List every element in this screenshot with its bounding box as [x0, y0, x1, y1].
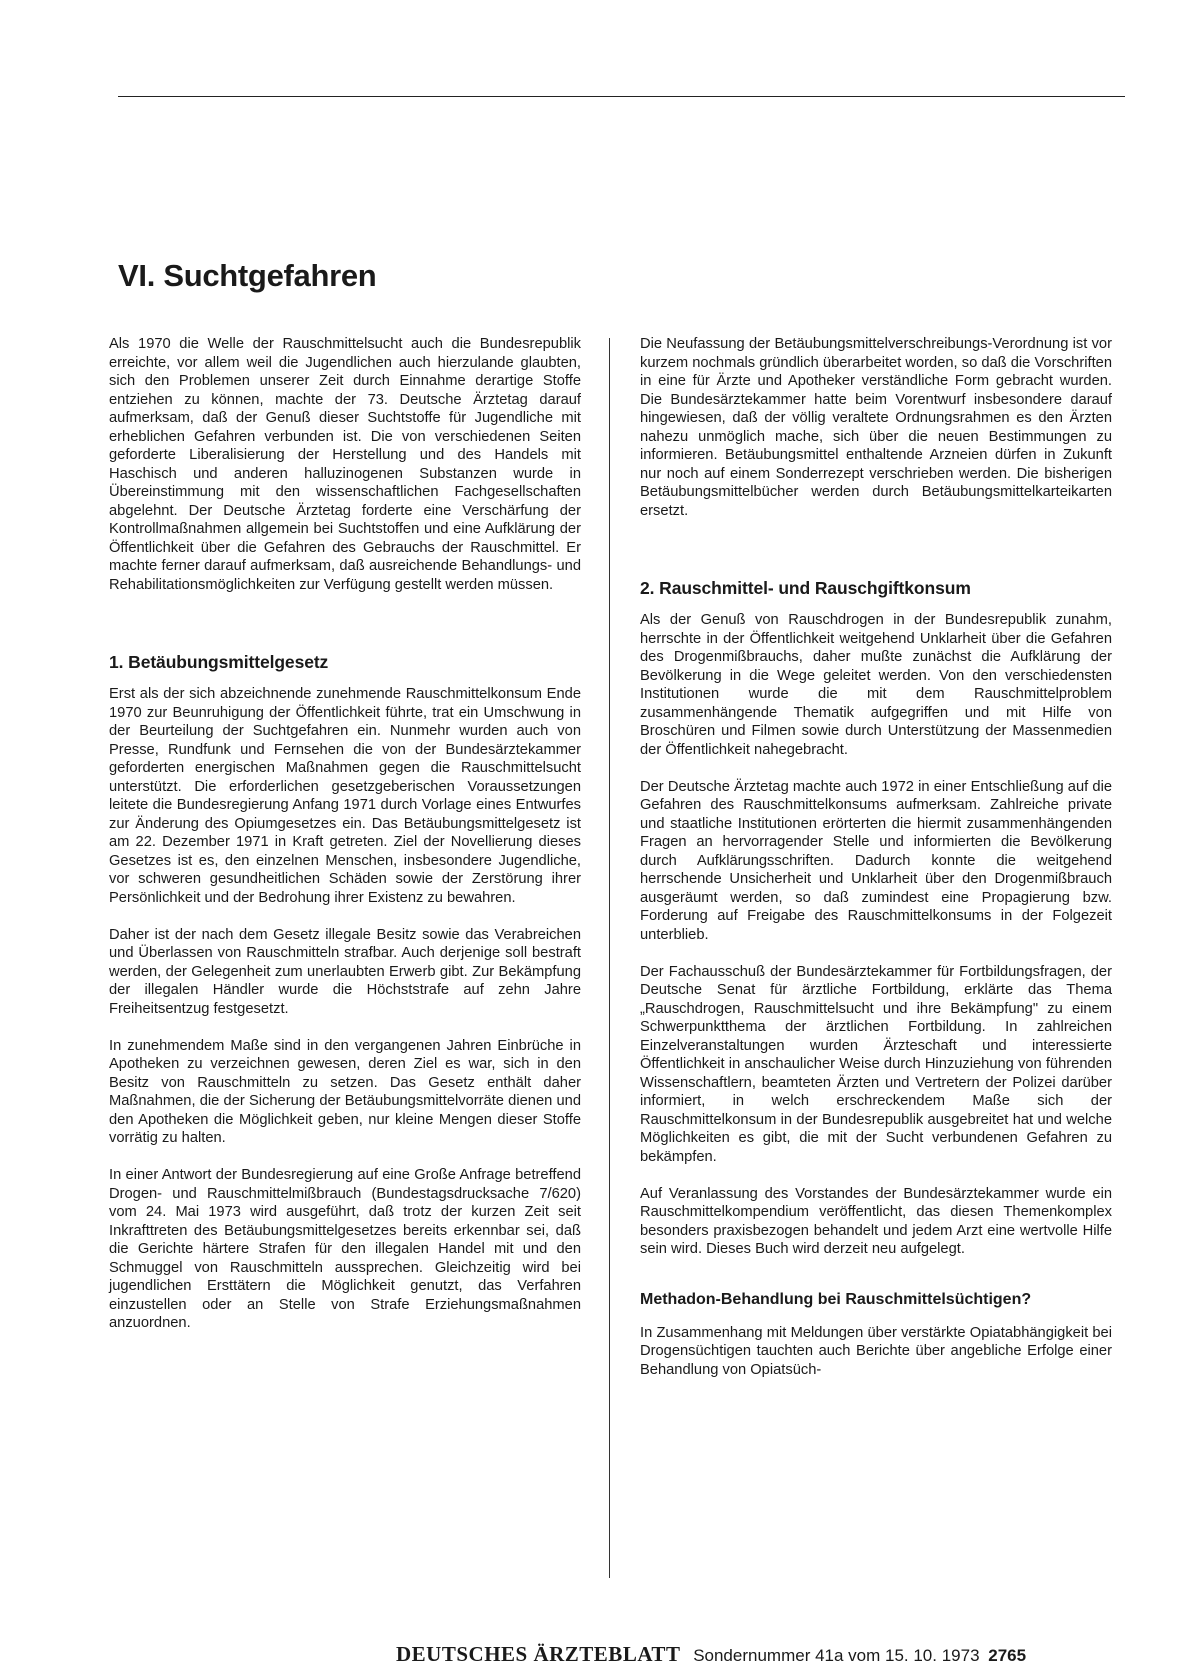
paragraph: Daher ist der nach dem Gesetz illegale Besitz sowie das Verabreichen und Überlassen von Rauschmitteln strafbar. Auch derjenige soll bestraft werden, der Gelegenheit zum unerlaubten Erwerb gibt. Zur Bekämpfung der illegalen Händler wurde die Höchststrafe auf zehn Jahre Freiheitsentzug festgesetzt.: [109, 926, 581, 1017]
journal-name: DEUTSCHES ÄRZTEBLATT: [396, 1642, 681, 1666]
paragraph: Der Deutsche Ärztetag machte auch 1972 in einer Entschließung auf die Gefahren des Rauschmittelkonsums aufmerksam. Zahlreiche private und staatliche Institutionen erörterten die hiermit zusammenhängenden Fragen an hervorragender Stelle und informierten die Bevölkerung durch Aufklärungsschriften. Dadurch konnte die weitgehend herrschende Unsicherheit und Unklarheit über den Drogenmißbrauch ausgeräumt werden, so daß zumindest eine Propagierung bzw. Forderung auf Freigabe des Rauschmittelkonsums in der Folgezeit unterblieb.: [640, 778, 1112, 943]
paragraph: Der Fachausschuß der Bundesärztekammer für Fortbildungsfragen, der Deutsche Senat für ärztliche Fortbildung, erklärte das Thema „Rauschdrogen, Rauschmittelsucht und ihre Bekämpfung" zu einem Schwerpunktthema der ärztlichen Fortbildung. In zahlreichen Einzelveranstaltungen wurden Ärzteschaft und interessierte Öffentlichkeit in anschaulicher Weise durch Hinzuziehung von führenden Wissenschaftlern, beamteten Ärzten und Vertretern der Polizei darüber informiert, in welch erschreckendem Maße sich der Rauschmittelkonsum in der Bundesrepublik ausgebreitet hat und welche Möglichkeiten es gibt, die mit der Sucht verbundenen Gefahren zu bekämpfen.: [640, 963, 1112, 1165]
right-column: [640, 335, 1112, 1398]
intro-paragraph: Als 1970 die Welle der Rauschmittelsucht auch die Bundesrepublik erreichte, vor allem weil die Jugendlichen auch hierzulande glaubten, sich den Problemen unserer Zeit durch Einnahme derartige Stoffe entziehen zu können, machte der 73. Deutsche Ärztetag darauf aufmerksam, daß der Genuß dieser Suchtstoffe für Jugendliche mit erheblichen Gefahren verbunden ist. Die von verschiedenen Seiten geforderte Liberalisierung der Herstellung und des Handels mit Haschisch und anderen halluzinogenen Substanzen wurde in Übereinstimmung mit den wissenschaftlichen Fachgesellschaften abgelehnt. Der Deutsche Ärztetag forderte eine Verschärfung der Kontrollmaßnahmen allgemein bei Suchtstoffen und eine Aufklärung der Öffentlichkeit über die Gefahren des Gebrauchs der Rauschmittel. Er machte ferner darauf aufmerksam, daß ausreichende Behandlungs- und Rehabilitationsmöglichkeiten zur Verfügung gestellt werden müssen.: [109, 336, 581, 593]
section-heading-betaeubungsmittelgesetz: 1. Betäubungsmittelgesetz: [109, 651, 329, 672]
left-column: [109, 335, 581, 1351]
page-number: 2765: [988, 1646, 1027, 1665]
paragraph: Als der Genuß von Rauschdrogen in der Bundesrepublik zunahm, herrschte in der Öffentlichkeit weitgehend Unklarheit über die Gefahren des Drogenmißbrauchs, daher mußte zunächst die Aufklärung der Bevölkerung in die Wege geleitet werden. Von den verschiedensten Institutionen wurde die mit dem Rauschmittelproblem zusammenhängende Thematik aufgegriffen und mit Hilfe von Broschüren und Filmen sowie durch Unterstützung der Massenmedien der Öffentlichkeit nahegebracht.: [640, 612, 1112, 758]
paragraph: In Zusammenhang mit Meldungen über verstärkte Opiatabhängigkeit bei Drogensüchtigen tauchten auch Berichte über angebliche Erfolge einer Behandlung von Opiatsüch-: [640, 1324, 1112, 1378]
paragraph: In einer Antwort der Bundesregierung auf eine Große Anfrage betreffend Drogen- und Rauschmittelmißbrauch (Bundestagsdrucksache 7/620) vom 24. Mai 1973 wird ausgeführt, daß trotz der kurzen Zeit seit Inkrafttreten des Betäubungsmittelgesetzes bereits erkennbar sei, daß die Gerichte härtere Strafen für den illegalen Handel mit und den Schmuggel von Rauschmitteln aussprechen. Gleichzeitig wird bei jugendlichen Ersttätern die Möglichkeit genutzt, das Verfahren einzustellen oder an Stelle von Strafe Erziehungsmaßnahmen anzuordnen.: [109, 1167, 581, 1331]
paragraph: Auf Veranlassung des Vorstandes der Bundesärztekammer wurde ein Rauschmittelkompendium veröffentlicht, das diesen Themenkomplex besonders praxisbezogen behandelt und jedem Arzt eine wertvolle Hilfe sein wird. Dieses Buch wird derzeit neu aufgelegt.: [640, 1185, 1112, 1257]
paragraph: In zunehmendem Maße sind in den vergangenen Jahren Einbrüche in Apotheken zu verzeichnen gewesen, deren Ziel es war, sich in den Besitz von Rauschmitteln zu setzen. Das Gesetz enthält daher Maßnahmen, die der Sicherung der Betäubungsmittelvorräte dienen und den Apotheken die Möglichkeit geben, nur kleine Mengen dieser Stoffe vorrätig zu halten.: [109, 1037, 581, 1146]
issue-info: Sondernummer 41a vom 15. 10. 1973: [693, 1646, 980, 1665]
column-divider: [609, 338, 610, 1578]
paragraph: Die Neufassung der Betäubungsmittelverschreibungs-Verordnung ist vor kurzem nochmals gründlich überarbeitet worden, so daß die Vorschriften in eine für Ärzte und Apotheker verständliche Form gebracht wurden. Die Bundesärztekammer hatte beim Vorentwurf insbesondere darauf hingewiesen, daß der völlig veraltete Ordnungsrahmen es den Ärzten nahezu unmöglich mache, sich über die neuen Bestimmungen zu informieren. Betäubungsmittel enthaltende Arzneien dürfen in Zukunft nur noch auf einem Sonderrezept verschrieben werden. Die bisherigen Betäubungsmittelbücher werden durch Betäubungsmittelkarteikarten ersetzt.: [640, 336, 1112, 519]
paragraph: Erst als der sich abzeichnende zunehmende Rauschmittelkonsum Ende 1970 zur Beunruhigung der Öffentlichkeit führte, trat ein Umschwung in der Beurteilung der Suchtgefahren ein. Nunmehr wurden auch von Presse, Rundfunk und Fernsehen die von der Bundesärztekammer geforderten energischen Maßnahmen gegen die Rauschmittelsucht unterstützt. Die erforderlichen gesetzgeberischen Voraussetzungen leitete die Bundesregierung Anfang 1971 durch Vorlage eines Entwurfes zur Änderung des Opiumgesetzes ein. Das Betäubungsmittelgesetz ist am 22. Dezember 1971 in Kraft getreten. Ziel der Novellierung dieses Gesetzes ist es, den einzelnen Menschen, insbesondere Jugendliche, vor schweren gesundheitlichen Schäden sowie der Zerstörung ihrer Persönlichkeit und der Bedrohung ihrer Existenz zu bewahren.: [109, 686, 581, 906]
page-footer: [396, 1642, 1026, 1667]
subsection-heading-methadon: Methadon-Behandlung bei Rauschmittelsüchtigen?: [640, 1291, 1032, 1308]
section-heading-rauschmittelkonsum: 2. Rauschmittel- und Rauschgiftkonsum: [640, 577, 971, 598]
top-rule: [118, 96, 1125, 97]
chapter-title: VI. Suchtgefahren: [118, 258, 377, 293]
